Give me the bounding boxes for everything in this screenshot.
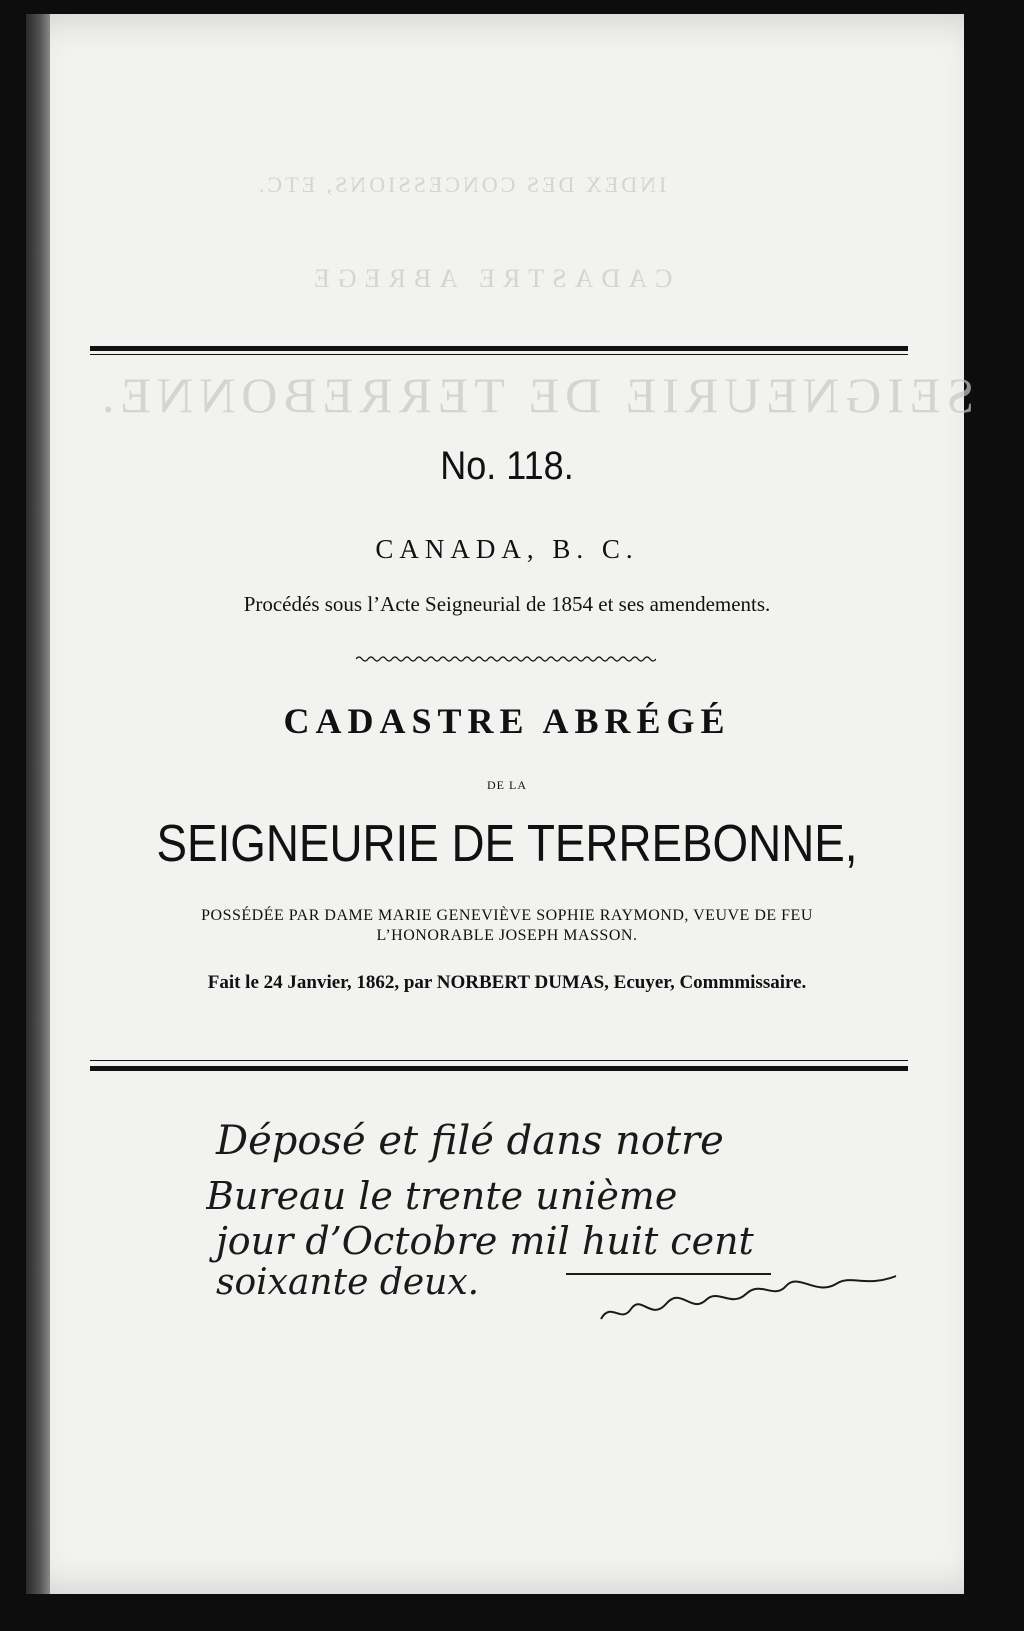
handwritten-deposit-note [206, 1104, 986, 1354]
made-suffix: , Ecuyer, Commmissaire. [604, 972, 807, 993]
handwritten-line: Déposé et filé dans notre [216, 1118, 724, 1164]
country-heading: CANADA, B. C. [375, 534, 639, 564]
handwritten-line: Bureau le trente unième [206, 1174, 678, 1218]
bottom-rule-thick [90, 1066, 908, 1071]
page-edge [964, 14, 984, 1594]
document-page [26, 14, 984, 1594]
handwritten-note-svg [206, 1104, 986, 1354]
made-by-line [50, 972, 964, 994]
handwritten-line: jour d’Octobre mil huit cent [216, 1219, 754, 1263]
bleed-through-line: SEIGNEURIE DE TERREBONNE. [96, 367, 975, 423]
commissioner-name: NORBERT DUMAS [436, 972, 605, 993]
top-rule-thick [90, 346, 908, 351]
bottom-rule-thin [90, 1060, 908, 1061]
document-title: CADASTRE ABRÉGÉ [283, 701, 731, 741]
handwritten-line: soixante deux. [216, 1262, 480, 1303]
bleed-through-line: INDEX DES CONCESSIONS, ETC. [256, 172, 667, 197]
signature-icon [601, 1276, 896, 1319]
bleed-through-line: CADASTRE ABREGE [306, 264, 673, 293]
owner-line-1: POSSÉDÉE PAR DAME MARIE GENEVIÈVE SOPHIE RAYMOND, VEUVE DE FEU [201, 907, 813, 924]
page-binding [26, 14, 50, 1594]
wavy-divider [356, 654, 656, 664]
document-number: No. 118. [440, 444, 574, 488]
proceedings-line: Procédés sous l’Acte Seigneurial de 1854 et ses amendements. [243, 592, 771, 616]
title-connector: DE LA [487, 778, 527, 792]
made-prefix: Fait le 24 Janvier, 1862, par [207, 972, 437, 993]
owner-line-2: L’HONORABLE JOSEPH MASSON. [376, 927, 638, 944]
top-rule-thin [90, 354, 908, 355]
seigneurie-name: SEIGNEURIE DE TERREBONNE, [156, 815, 858, 873]
